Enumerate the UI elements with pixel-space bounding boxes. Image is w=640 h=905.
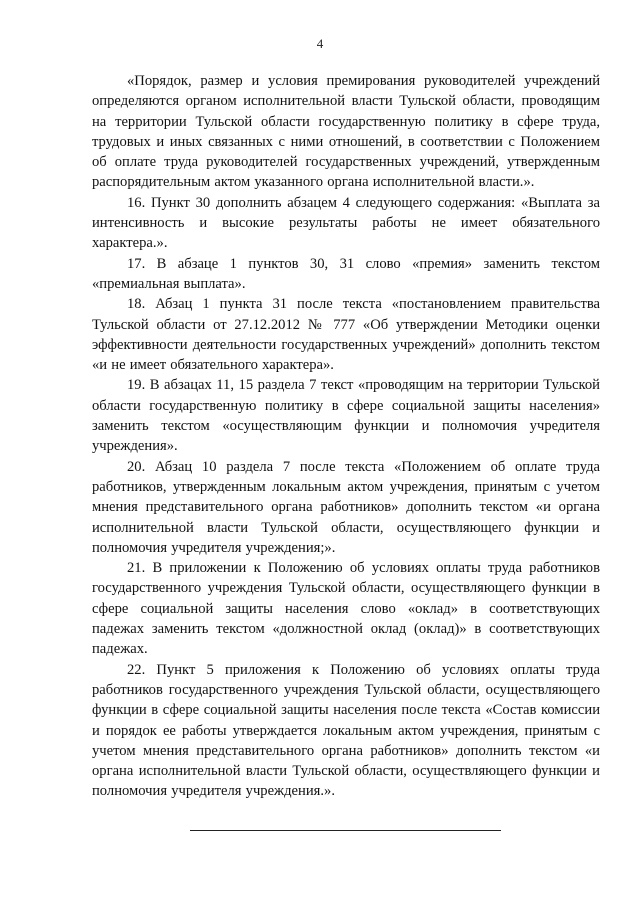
paragraph-item-17: 17. В абзаце 1 пунктов 30, 31 слово «премия» заменить текстом «премиальная выплата». (92, 255, 600, 292)
document-body (92, 71, 600, 802)
paragraph-item-22: 22. Пункт 5 приложения к Положению об условиях оплаты труда работников государственного учреждения Тульской области, осуществляющего функции в сфере социальной защиты населения после текста «Состав комиссии и порядок ее работы утверждается локальным актом учреждения, принятым с учетом мнения представительного органа работников» дополнить текстом «и органа исполнительной власти Тульской области, осуществляющего функции и полномочия учредителя учреждения.». (92, 661, 600, 800)
paragraph-item-20: 20. Абзац 10 раздела 7 после текста «Положением об оплате труда работников, утвержденным локальным актом учреждения, принятым с учетом мнения представительного органа работников» дополнить текстом «и органа исполнительной власти Тульской области, осуществляющего функции и полномочия учредителя учреждения;». (92, 458, 600, 556)
paragraph-item-18: 18. Абзац 1 пункта 31 после текста «постановлением правительства Тульской области от 27.12.2012 № 777 «Об утверждении Методики оценки эффективности деятельности государственных учреждений» дополнить текстом «и не имеет обязательного характера». (92, 296, 600, 374)
paragraph-item-21: 21. В приложении к Положению об условиях оплаты труда работников государственного учреждения Тульской области, осуществляющего функции в сфере социальной защиты населения слово «оклад» в соответствующих падежах заменить текстом «должностной оклад (оклад)» в соответствующих падежах. (92, 560, 600, 658)
paragraph-quote-bonus-procedure: «Порядок, размер и условия премирования руководителей учреждений определяются органом исполнительной власти Тульской области, проводящим на территории Тульской области государственную политику в сфере труда, трудовых и иных связанных с ними отношений, в соответствии с Положением об оплате труда руководителей государственных учреждений, утвержденным распорядительным актом указанного органа исполнительной власти.». (92, 73, 600, 191)
end-divider-line (190, 830, 501, 831)
paragraph-item-19: 19. В абзацах 11, 15 раздела 7 текст «проводящим на территории Тульской области государственную политику в сфере социальной защиты населения» заменить текстом «осуществляющим функции и полномочия учредителя учреждения». (92, 377, 600, 455)
paragraph-item-16: 16. Пункт 30 дополнить абзацем 4 следующего содержания: «Выплата за интенсивность и высокие результаты работы не имеет обязательного характера.». (92, 194, 600, 252)
page-number: 4 (316, 36, 324, 51)
